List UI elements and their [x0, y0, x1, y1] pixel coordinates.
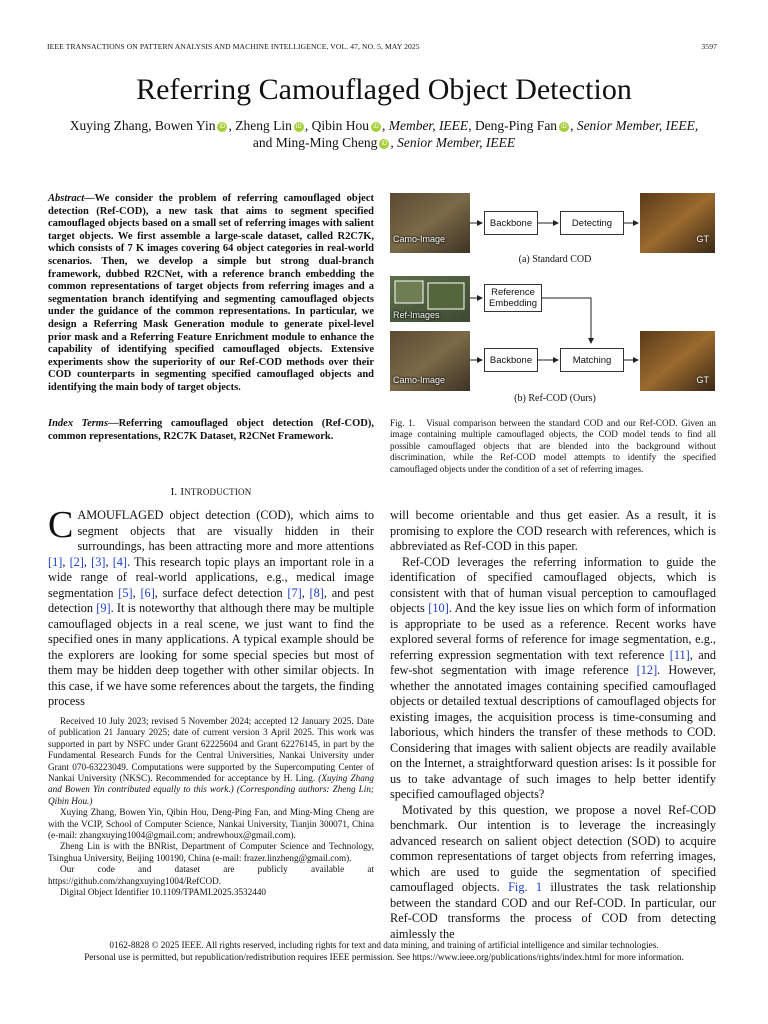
copyright-line-1: 0162-8828 © 2025 IEEE. All rights reserved, including rights for text and data mining, and training of artificial intelligence and similar technologies. [109, 940, 659, 950]
intro-caps: AMOUFLAGED [77, 508, 164, 522]
section-title-rest: NTRODUCTION [184, 487, 252, 497]
paper-title: Referring Camouflaged Object Detection [136, 73, 632, 106]
intro-text: object detection (COD), which aims to segment objects that are visually hidden in their surroundings, has been attracting more and more attentions [77, 508, 374, 553]
footnote [48, 716, 374, 899]
para-text: Motivated by this question, we propose a novel Ref-COD benchmark. Our intention is to leverage the increasingly advanced research on salient object detection (SOD) to acquire common representations of target objects from referring images, which are used to guide the segmentation of specified camouflaged objects. [390, 802, 716, 894]
page-number: 3597 [701, 42, 717, 51]
copyright-line-2: Personal use is permitted, but republication/redistribution requires IEEE permission. See https://www.ieee.org/publications/rights/index.html for more information. [84, 951, 684, 962]
section-number: I. [170, 486, 178, 498]
citation-link[interactable]: [11] [669, 647, 690, 662]
citation-link[interactable]: [6] [140, 585, 155, 600]
detecting-box: Detecting [560, 211, 624, 235]
backbone-box: Backbone [484, 348, 538, 372]
camo-image-label: Camo-Image [393, 375, 446, 385]
paragraph: will become orientable and thus get easier. As a result, it is promising to explore the COD research with references, which is abbreviated as Ref-COD in this paper. [390, 508, 716, 553]
running-head [47, 42, 717, 51]
intro-text: . This research topic plays an important role in a wide range of real-world applications, e.g., medical image segmentation [48, 554, 375, 600]
subfigure-b-label: (b) Ref-COD (Ours) [514, 393, 596, 404]
orcid-icon[interactable]: iD [371, 122, 381, 132]
author-role: , Senior Member, IEEE [390, 135, 516, 150]
orcid-icon[interactable]: iD [217, 122, 227, 132]
footnote-dates: Received 10 July 2023; revised 5 November 2024; accepted 12 January 2025. Date of publication 21 January 2025; date of current version 3 April 2025. This work was supported in part by NSFC under Grant 62225604 and Grant 62276145, in part by the Fundamental Research Funds for the Central Universities, Nankai University under Grant 070-63223049. Computations were supported by the Supercomputing Center of Nankai University (NKSC). Recommended for acceptance by H. Ling. [48, 716, 374, 784]
citation-link[interactable]: [8] [309, 585, 324, 600]
backbone-box: Backbone [484, 211, 538, 235]
right-column-text [390, 508, 716, 942]
para-text: , and few-shot segmentation with image reference [390, 647, 716, 677]
punct: , [83, 554, 92, 569]
abstract-label: Abstract [48, 193, 85, 204]
index-terms [48, 418, 374, 443]
camo-image-label: Camo-Image [393, 234, 446, 244]
intro-text: . It is noteworthy that although there may be multiple camouflaged objects in a real scene, we just want to find the specified ones in many applications. A typical example should be the explorers are looking for some special species but most of them may be hidden deep together with other similar objects. In this case, if we have some references about the targets, the finding process [48, 601, 374, 708]
para-text: . And the key issue lies on which form of information is appropriate to be used as a reference. Recent works have explored several forms of reference for image segmentation, e.g., referring expression segmentation with text reference [390, 601, 716, 662]
citation-link[interactable]: [3] [91, 554, 106, 569]
orcid-icon[interactable]: iD [379, 139, 389, 149]
citation-link[interactable]: [10] [428, 601, 449, 615]
citation-link[interactable]: [5] [118, 585, 133, 600]
orcid-icon[interactable]: iD [294, 122, 304, 132]
author-role: , Member, IEEE [381, 118, 469, 133]
citation-link[interactable]: [4] [112, 554, 128, 569]
footnote-received [48, 716, 374, 807]
figure-ref-link[interactable]: Fig. 1 [508, 880, 543, 894]
ref-images-label: Ref-Images [393, 310, 440, 320]
punct: , [132, 585, 141, 600]
paragraph [390, 803, 716, 943]
author-name-4: , Deng-Ping Fan [468, 118, 558, 133]
punct: , [62, 554, 70, 569]
author-role: , Senior Member, IEEE, [570, 118, 699, 133]
copyright-notice [0, 940, 768, 963]
section-heading [48, 486, 374, 498]
caption-text: Visual comparison between the standard COD and our Ref-COD. Given an image containing multiple camouflaged objects, the COD model tends to find all possible camouflaged objects that are blended into the background without discrimination, while the Ref-COD model attempts to identify the specified camouflaged objects under the condition of a set of referring images. [390, 418, 717, 474]
caption-label: Fig. 1. [390, 418, 416, 428]
figure-1 [390, 188, 715, 408]
author-name-3: , Qibin Hou [304, 118, 369, 133]
para-text: Ref-COD leverages the referring information to guide the identification of specified camouflaged objects, which is consistent with that of human visual perception to camouflaged objects [390, 554, 716, 615]
left-column-text [48, 504, 375, 710]
footnote-code: Our code and dataset are publicly available at https://github.com/zhangxuying1004/RefCOD. [48, 864, 374, 886]
intro-text: , surface defect detection [154, 585, 288, 600]
paragraph [390, 555, 716, 803]
footnote-doi: Digital Object Identifier 10.1109/TPAMI.2025.3532440 [60, 887, 267, 898]
footnote-contrib: (Xuying Zhang and Bowen Yin contributed equally to this work.) (Corresponding authors: Zheng Lin; Qibin Hou.) [48, 773, 374, 806]
citation-link[interactable]: [9] [96, 601, 111, 615]
drop-cap: C [48, 504, 74, 546]
index-terms-label: Index Terms [48, 418, 109, 429]
gt-label: GT [696, 234, 709, 244]
punct: , [301, 585, 310, 600]
gt-image-a [640, 193, 715, 253]
abstract-text: —We consider the problem of referring camouflaged object detection (Ref-COD), a new task that aims to segment specified camouflaged objects based on a small set of referring images with salient target objects. We first assemble a large-scale dataset, called R2C7K, which consists of 7 K images covering 64 object categories in real-world scenarios. Then, we develop a simple but strong dual-branch framework, dubbed R2CNet, with a reference branch embedding the common representations of target objects from referring images and a segmentation branch identifying and segmenting camouflaged objects under the guidance of the common representations. In particular, we design a Referring Mask Generation module to generate pixel-level prior mask and a Referring Feature Enrichment module to enhance the capability of identifying specified camouflaged objects. Extensive experiments show the superiority of our Ref-COD methods over their COD counterparts in segmenting specified camouflaged objects and identifying the main body of target objects. [48, 193, 374, 393]
para-text: . However, whether the annotated images containing specified camouflaged objects or detailed textual descriptions of camouflaged objects for existing images, the acquisition process is time-consuming and laborious, which hinders the transfer of these methods to COD. Considering that images with salient objects are readily available on the Internet, a straightforward question arises: Is it possible for us to take advantage of such images to help better identify specified camouflaged objects? [390, 663, 716, 801]
journal-name: IEEE TRANSACTIONS ON PATTERN ANALYSIS AND MACHINE INTELLIGENCE, VOL. 47, NO. 5, MAY 2025 [47, 42, 420, 51]
citation-link[interactable]: [7] [287, 585, 302, 600]
footnote-affil-2: Zheng Lin is with the BNRist, Department of Computer Science and Technology, Tsinghua University, Beijing 100190, China (e-mail: frazer.linzheng@gmail.com). [48, 841, 374, 863]
matching-box: Matching [560, 348, 624, 372]
author-list [30, 117, 738, 151]
figure-caption [390, 418, 716, 475]
citation-link[interactable]: [2] [69, 554, 84, 569]
index-terms-text: —Referring camouflaged object detection (Ref-COD), common representations, R2C7K Dataset, R2CNet Framework. [48, 418, 374, 442]
section-title-initial: I [180, 486, 185, 498]
gt-label: GT [696, 375, 709, 385]
author-name-5: and Ming-Ming Cheng [252, 135, 378, 150]
punct: , [105, 554, 113, 569]
author-name-2: , Zheng Lin [228, 118, 292, 133]
abstract [48, 193, 374, 395]
para-text: illustrates the task relationship between the standard COD and our Ref-COD. In particular, our Ref-COD transforms the process of COD from detecting aimlessly the [390, 880, 717, 941]
orcid-icon[interactable]: iD [559, 122, 569, 132]
citation-link[interactable]: [12] [636, 663, 658, 677]
citation-link[interactable]: [1] [48, 554, 63, 569]
footnote-affil-1: Xuying Zhang, Bowen Yin, Qibin Hou, Deng-Ping Fan, and Ming-Ming Cheng are with the VCIP, School of Computer Science, Nankai University, Tianjin 300071, China (e-mail: zhangxuying1004@gmail.com; andrewhoux@gmail.com). [48, 807, 374, 841]
camo-image-a [390, 193, 470, 253]
intro-text: , and pest detection [48, 585, 374, 615]
reference-embedding-box: Reference Embedding [484, 284, 542, 312]
subfigure-a-label: (a) Standard COD [518, 254, 592, 265]
author-names-1: Xuying Zhang, Bowen Yin [69, 118, 216, 133]
